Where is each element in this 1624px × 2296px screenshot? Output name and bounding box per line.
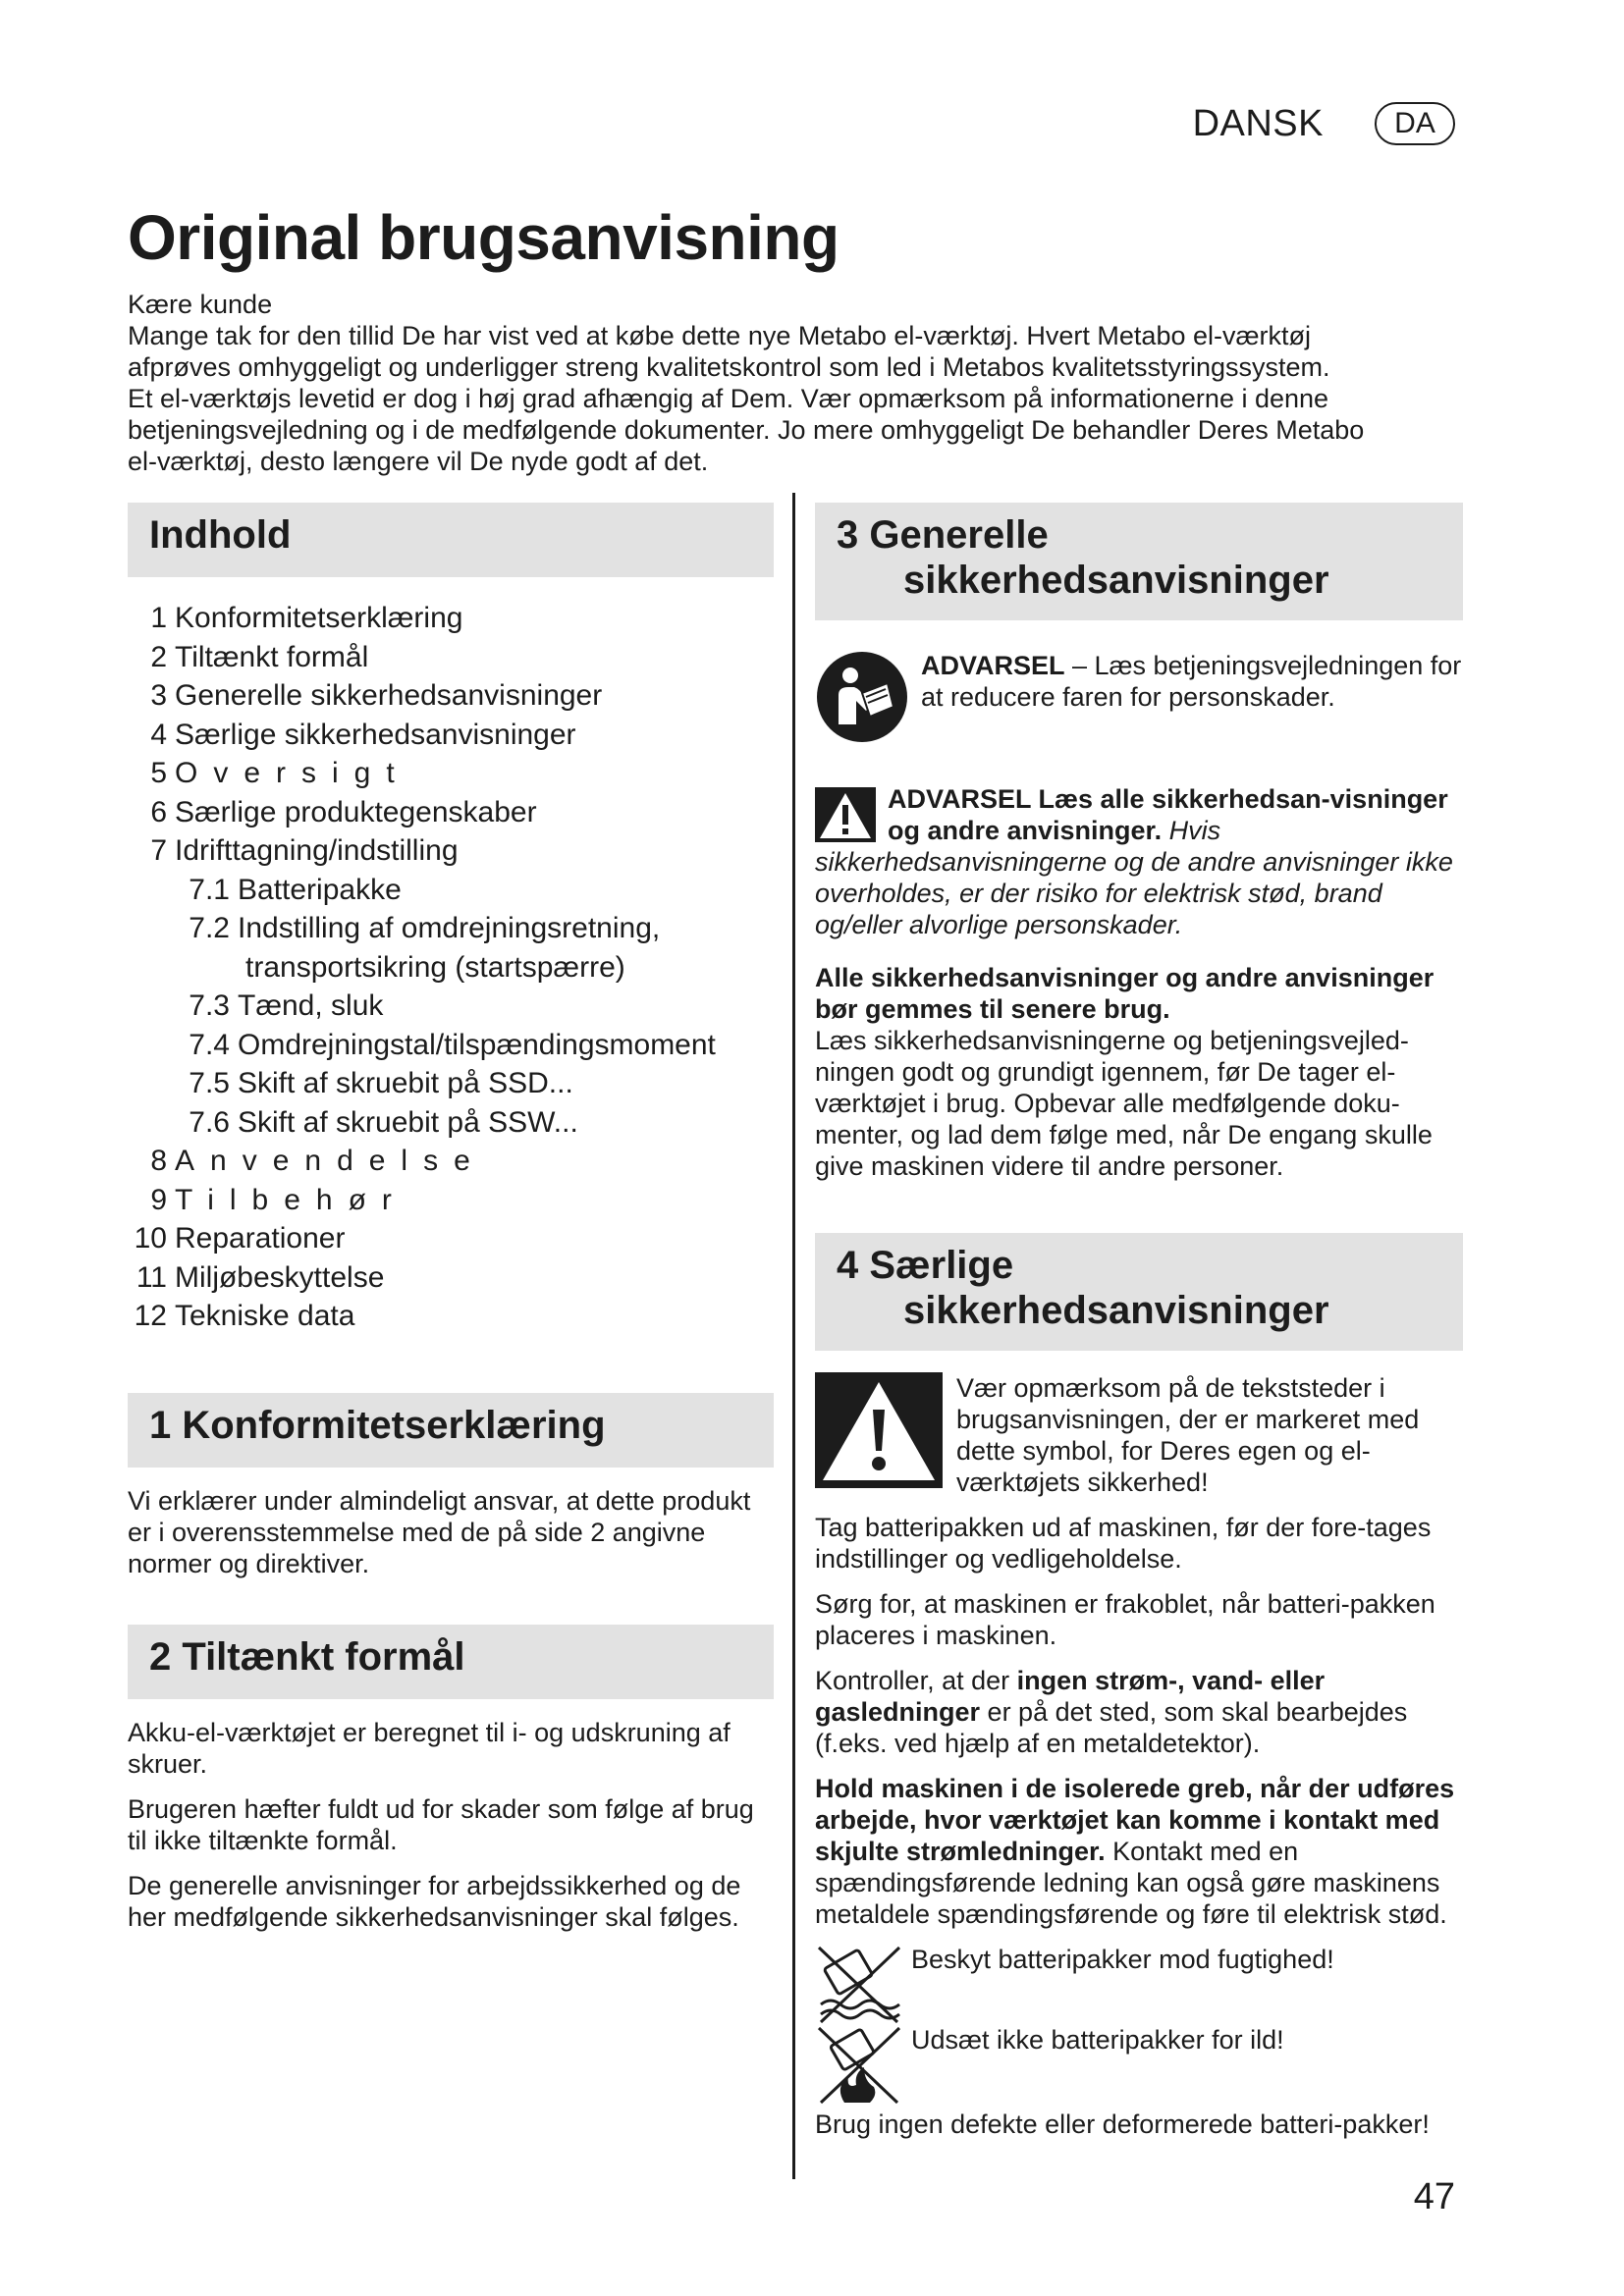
section-3-heading-line2: sikkerhedsanvisninger [903,559,1329,602]
general-warning-italic: Hvis sikkerhedsanvisningerne og de andre anvisninger ikke overholdes, er der risiko for elektrisk stød, brand og/eller alvorlige personskader. [815,816,1453,939]
toc-item-number: 9 [150,1183,167,1216]
toc-item-number: 2 [150,640,167,673]
section-3-heading [815,503,1463,620]
toc-item-number: 7 [150,834,167,867]
toc-item-number: 10 [134,1222,167,1255]
toc-item [128,871,774,910]
intro-line: afprøves omhyggeligt og underligger streng kvalitetskontrol som led i Metabos kvalitetsstyringssystem. [128,352,1330,382]
section-2-heading-text: 2 Tiltænkt formål [149,1634,465,1679]
defect-warning-text: Brug ingen defekte eller deformerede batteri-pakker! [815,2109,1430,2139]
toc-item-number: 1 [150,602,167,634]
fire-warning [815,2024,1463,2109]
toc-item-number: 11 [135,1260,167,1294]
toc-item-label: Tilbehør [175,1183,407,1216]
warning-text: – Læs betjeningsvejledningen for at reducere faren for personskader. [921,651,1462,712]
table-of-contents [128,599,774,1336]
toc-item-label: Indstilling af omdrejningsretning, [238,912,661,944]
moisture-prohibition-icon [815,1944,903,2028]
section-4-paragraph [815,1665,1463,1759]
toc-item-label: Særlige sikkerhedsanvisninger [175,718,576,751]
section-4-number: 4 [837,1244,859,1287]
toc-item-number: 7.3 [189,989,230,1022]
toc-item [128,1258,774,1298]
section-1-text: Vi erklærer under almindeligt ansvar, at dette produkt er i overensstemmelse med de på side 2 angivne normer og direktiver. [128,1485,751,1578]
toc-item-label: Idrifttagning/indstilling [175,834,459,867]
toc-item [128,1142,774,1181]
p3-text-a: Kontroller, at der [815,1666,1017,1695]
moisture-warning [815,1944,1463,2028]
section-2-paragraph: Brugeren hæfter fuldt ud for skader som følge af brug til ikke tiltænkte formål. [128,1793,754,1855]
toc-item-number: 7.5 [189,1067,230,1099]
toc-item-number: 8 [150,1145,167,1177]
intro-line: el-værktøj, desto længere vil De nyde godt af det. [128,447,709,476]
warning-label: ADVARSEL [921,651,1065,680]
toc-item-label: Anvendelse [175,1145,486,1177]
toc-item-label: Generelle sikkerhedsanvisninger [175,679,603,712]
column-divider [792,493,795,2179]
toc-item [128,754,774,793]
fire-warning-text: Udsæt ikke batteripakker for ild! [911,2025,1284,2055]
toc-heading-text: Indhold [149,513,292,557]
p4-text: Kontakt med en spændingsførende ledning kan også gøre maskinens metaldele spændingsførende og føre til elektrisk stød. [815,1837,1447,1929]
toc-item-label: transportsikring (startspærre) [245,950,625,984]
section-3-number: 3 [837,513,859,557]
right-column [815,503,1463,2154]
section-2-paragraph: De generelle anvisninger for arbejdssikkerhed og de her medfølgende sikkerhedsanvisninger skal følges. [128,1870,741,1932]
toc-item-number: 5 [150,757,167,789]
toc-item [128,987,774,1026]
moisture-warning-text: Beskyt batteripakker mod fugtighed! [911,1945,1334,1974]
toc-item [128,599,774,638]
intro-text [128,289,1468,477]
toc-item-number: 7.1 [189,873,230,906]
keep-instructions-text: Læs sikkerhedsanvisningerne og betjeningsvejled-ningen godt og grundigt igennem, før De tager el-værktøjet i brug. Opbevar alle medfølgende doku-menter, og lad dem følge med, når De engang skulle give maskinen videre til andre personer. [815,1026,1433,1181]
toc-item-continuation [128,948,774,988]
toc-item-number: 6 [150,795,167,828]
left-column [128,503,774,1947]
section-4-heading [815,1233,1463,1351]
toc-item-number: 7.6 [189,1105,230,1139]
section-3-heading-line1: Generelle [869,513,1049,557]
warning-triangle-icon [815,787,876,842]
language-code-badge: DA [1375,102,1455,145]
large-warning-triangle-icon [815,1372,943,1488]
toc-item-label: Omdrejningstal/tilspændingsmoment [238,1028,716,1061]
keep-instructions-bold [815,962,1463,1025]
section-2-heading [128,1625,774,1699]
section-4-heading-line2: sikkerhedsanvisninger [903,1289,1329,1332]
toc-item-label: Skift af skruebit på SSW... [238,1105,578,1139]
toc-item-label: Konformitetserklæring [175,602,463,634]
p4-bold: Hold maskinen i de isolerede greb, når der udføres arbejde, hvor værktøjet kan komme i kontakt med skjulte strømledninger. [815,1774,1455,1866]
toc-item [128,1026,774,1065]
language-indicator [1193,102,1455,145]
toc-item [128,909,774,948]
toc-item [128,1219,774,1258]
toc-item-label: Oversigt [175,757,410,789]
fire-prohibition-icon [815,2024,903,2109]
toc-heading [128,503,774,577]
toc-item-label: Tænd, sluk [238,989,384,1022]
intro-line: Mange tak for den tillid De har vist ved at købe dette nye Metabo el-værktøj. Hvert Metabo el-værktøj [128,321,1311,350]
general-warning-block [815,783,1463,940]
page-title: Original brugsanvisning [128,202,839,273]
toc-item-label: Reparationer [175,1222,346,1255]
safety-symbol-note [815,1372,1463,1498]
section-2-paragraph: Akku-el-værktøjet er beregnet til i- og udskruning af skruer. [128,1717,731,1779]
toc-item [128,1181,774,1220]
section-4-paragraph [815,1773,1463,1930]
toc-item-label: Tekniske data [175,1300,355,1332]
toc-item-label: Skift af skruebit på SSD... [238,1067,573,1099]
intro-line: Et el-værktøjs levetid er dog i høj grad afhængig af Dem. Vær opmærksom på informationerne i denne [128,384,1329,413]
toc-item-number: 12 [134,1300,167,1332]
toc-item [128,1064,774,1103]
read-manual-icon [815,650,909,744]
section-4-paragraph: Tag batteripakken ud af maskinen, før der fore-tages indstillinger og vedligeholdelse. [815,1513,1432,1574]
section-1-heading [128,1393,774,1468]
toc-item-label: Særlige produktegenskaber [175,795,537,828]
page-number: 47 [1413,2176,1455,2217]
toc-item-number: 7.4 [189,1028,230,1061]
general-warning-bold: ADVARSEL Læs alle sikkerhedsan-visninger og andre anvisninger. [888,784,1448,845]
toc-item [128,638,774,677]
toc-item [128,1103,774,1143]
toc-item-number: 4 [150,718,167,751]
read-manual-warning-text [921,650,1463,713]
toc-item-label: Batteripakke [238,873,402,906]
general-warning-text [815,783,1463,940]
section-1-heading-text: 1 Konformitetserklæring [149,1403,606,1447]
read-manual-warning [815,650,1463,744]
safety-symbol-text: Vær opmærksom på de tekststeder i brugsanvisningen, der er markeret med dette symbol, for Deres egen og el-værktøjets sikkerhed! [956,1373,1420,1497]
toc-item-number: 3 [150,679,167,712]
toc-item [128,793,774,832]
intro-line: betjeningsvejledning og i de medfølgende dokumenter. Jo mere omhyggeligt De behandler Deres Metabo [128,415,1365,445]
toc-item [128,676,774,716]
toc-item [128,1297,774,1336]
intro-salutation: Kære kunde [128,290,273,319]
toc-item-label: Tiltænkt formål [175,640,369,673]
section-4-heading-line1: Særlige [869,1244,1014,1287]
language-label: DANSK [1192,102,1324,144]
p3-text-b: er på det sted, som skal bearbejdes (f.eks. ved hjælp af en metaldetektor). [815,1697,1408,1758]
toc-item-number: 7.2 [189,912,230,944]
p3-bold: ingen strøm-, vand- eller gasledninger [815,1666,1326,1727]
toc-item-label: Miljøbeskyttelse [175,1260,385,1294]
toc-item [128,831,774,871]
keep-instructions-bold-text: Alle sikkerhedsanvisninger og andre anvisninger bør gemmes til senere brug. [815,963,1435,1024]
section-4-paragraph: Sørg for, at maskinen er frakoblet, når batteri-pakken placeres i maskinen. [815,1589,1435,1650]
toc-item [128,716,774,755]
